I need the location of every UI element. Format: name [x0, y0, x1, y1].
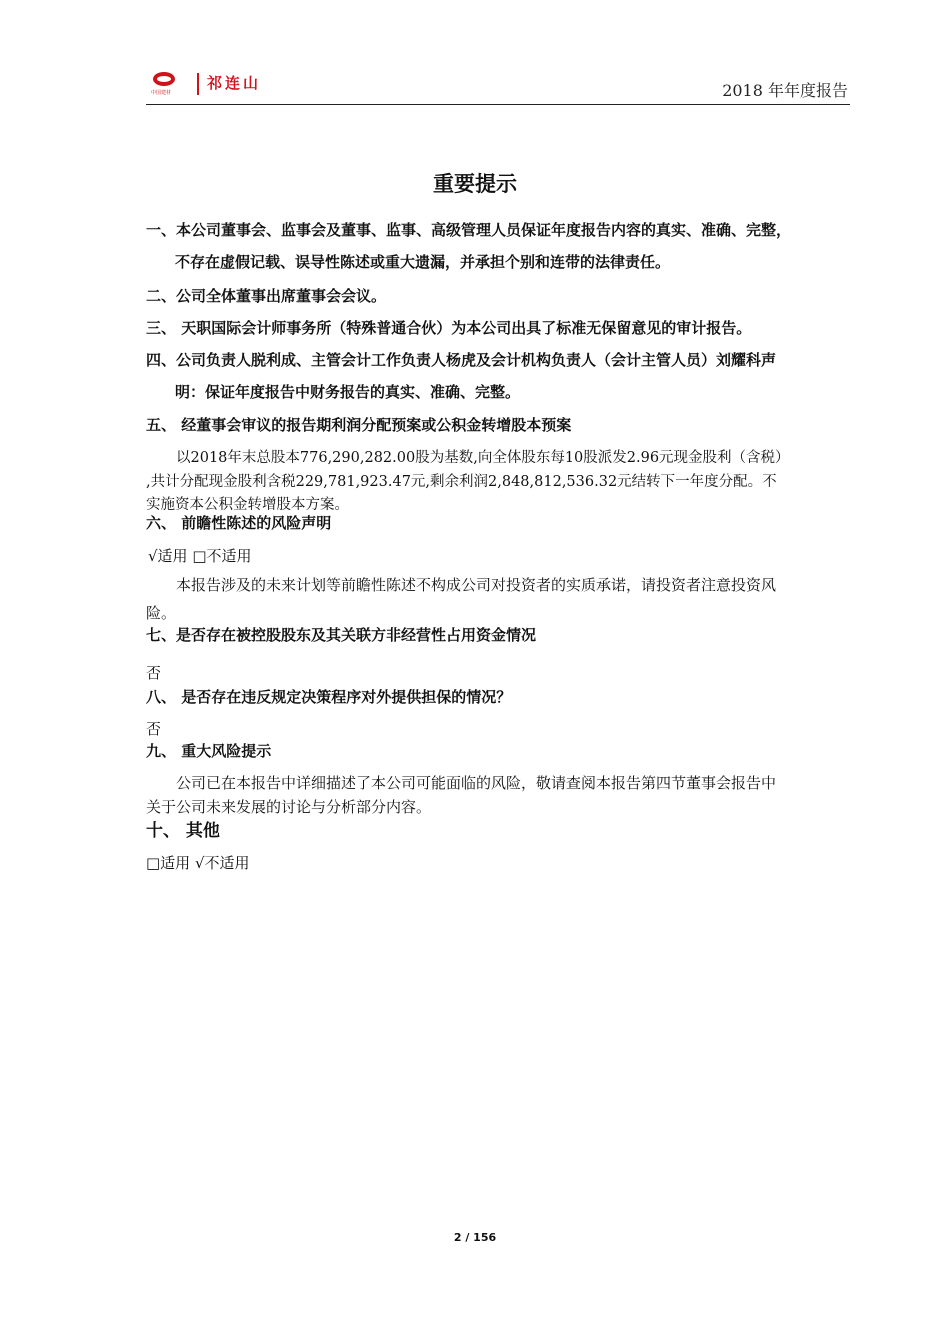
item-6-line-2: 险。	[146, 604, 177, 622]
header-divider	[146, 104, 850, 105]
item-3: 三、 天职国际会计师事务所（特殊普通合伙）为本公司出具了标准无保留意见的审计报告。	[146, 319, 752, 337]
item-7-heading: 七、是否存在被控股股东及其关联方非经营性占用资金情况	[146, 626, 537, 644]
item-9-heading: 九、 重大风险提示	[146, 742, 272, 760]
item-9-line-1: 公司已在本报告中详细描述了本公司可能面临的风险，敬请查阅本报告第四节董事会报告中	[176, 774, 777, 792]
page-title: 重要提示	[433, 172, 517, 196]
item-8-answer: 否	[146, 720, 162, 738]
company-logo	[151, 70, 291, 100]
item-2: 二、公司全体董事出席董事会会议。	[146, 287, 387, 305]
logo-divider	[197, 73, 199, 95]
item-5-heading: 五、 经董事会审议的报告期利润分配预案或公积金转增股本预案	[146, 416, 572, 434]
item-9-line-2: 关于公司未来发展的讨论与分析部分内容。	[146, 798, 432, 816]
item-1-line-2: 不存在虚假记载、误导性陈述或重大遗漏，并承担个别和连带的法律责任。	[175, 253, 671, 271]
item-6-applicability: √适用 □不适用	[148, 547, 252, 565]
item-7-answer: 否	[146, 664, 162, 682]
item-4-line-1: 四、公司负责人脱利成、主管会计工作负责人杨虎及会计机构负责人（会计主管人员）刘耀科声	[146, 351, 777, 369]
logo-text: 祁连山	[207, 74, 262, 92]
item-10-heading: 十、 其他	[146, 821, 220, 841]
item-10-applicability: □适用 √不适用	[146, 854, 250, 872]
page-header	[146, 64, 850, 104]
report-title: 2018 年年度报告	[722, 81, 848, 100]
item-5-line-3: 实施资本公积金转增股本方案。	[146, 497, 349, 513]
page-number: 2 / 156	[453, 1231, 497, 1244]
logo-ring-icon	[153, 72, 175, 86]
item-5-line-1: 以2018年末总股本776,290,282.00股为基数,向全体股东每10股派发2.96元现金股利（含税）	[176, 450, 790, 466]
item-6-line-1: 本报告涉及的未来计划等前瞻性陈述不构成公司对投资者的实质承诺，请投资者注意投资风	[176, 576, 777, 594]
logo-subtitle: 中国建材	[151, 90, 172, 96]
item-4-line-2: 明：保证年度报告中财务报告的真实、准确、完整。	[175, 383, 521, 401]
item-5-line-2: ,共计分配现金股利含税229,781,923.47元,剩余利润2,848,812,536.32元结转下一年度分配。不	[146, 474, 777, 490]
item-1-line-1: 一、本公司董事会、监事会及董事、监事、高级管理人员保证年度报告内容的真实、准确、完整，	[146, 221, 792, 239]
item-8-heading: 八、 是否存在违反规定决策程序对外提供担保的情况？	[146, 688, 512, 706]
item-6-heading: 六、 前瞻性陈述的风险声明	[146, 514, 332, 532]
